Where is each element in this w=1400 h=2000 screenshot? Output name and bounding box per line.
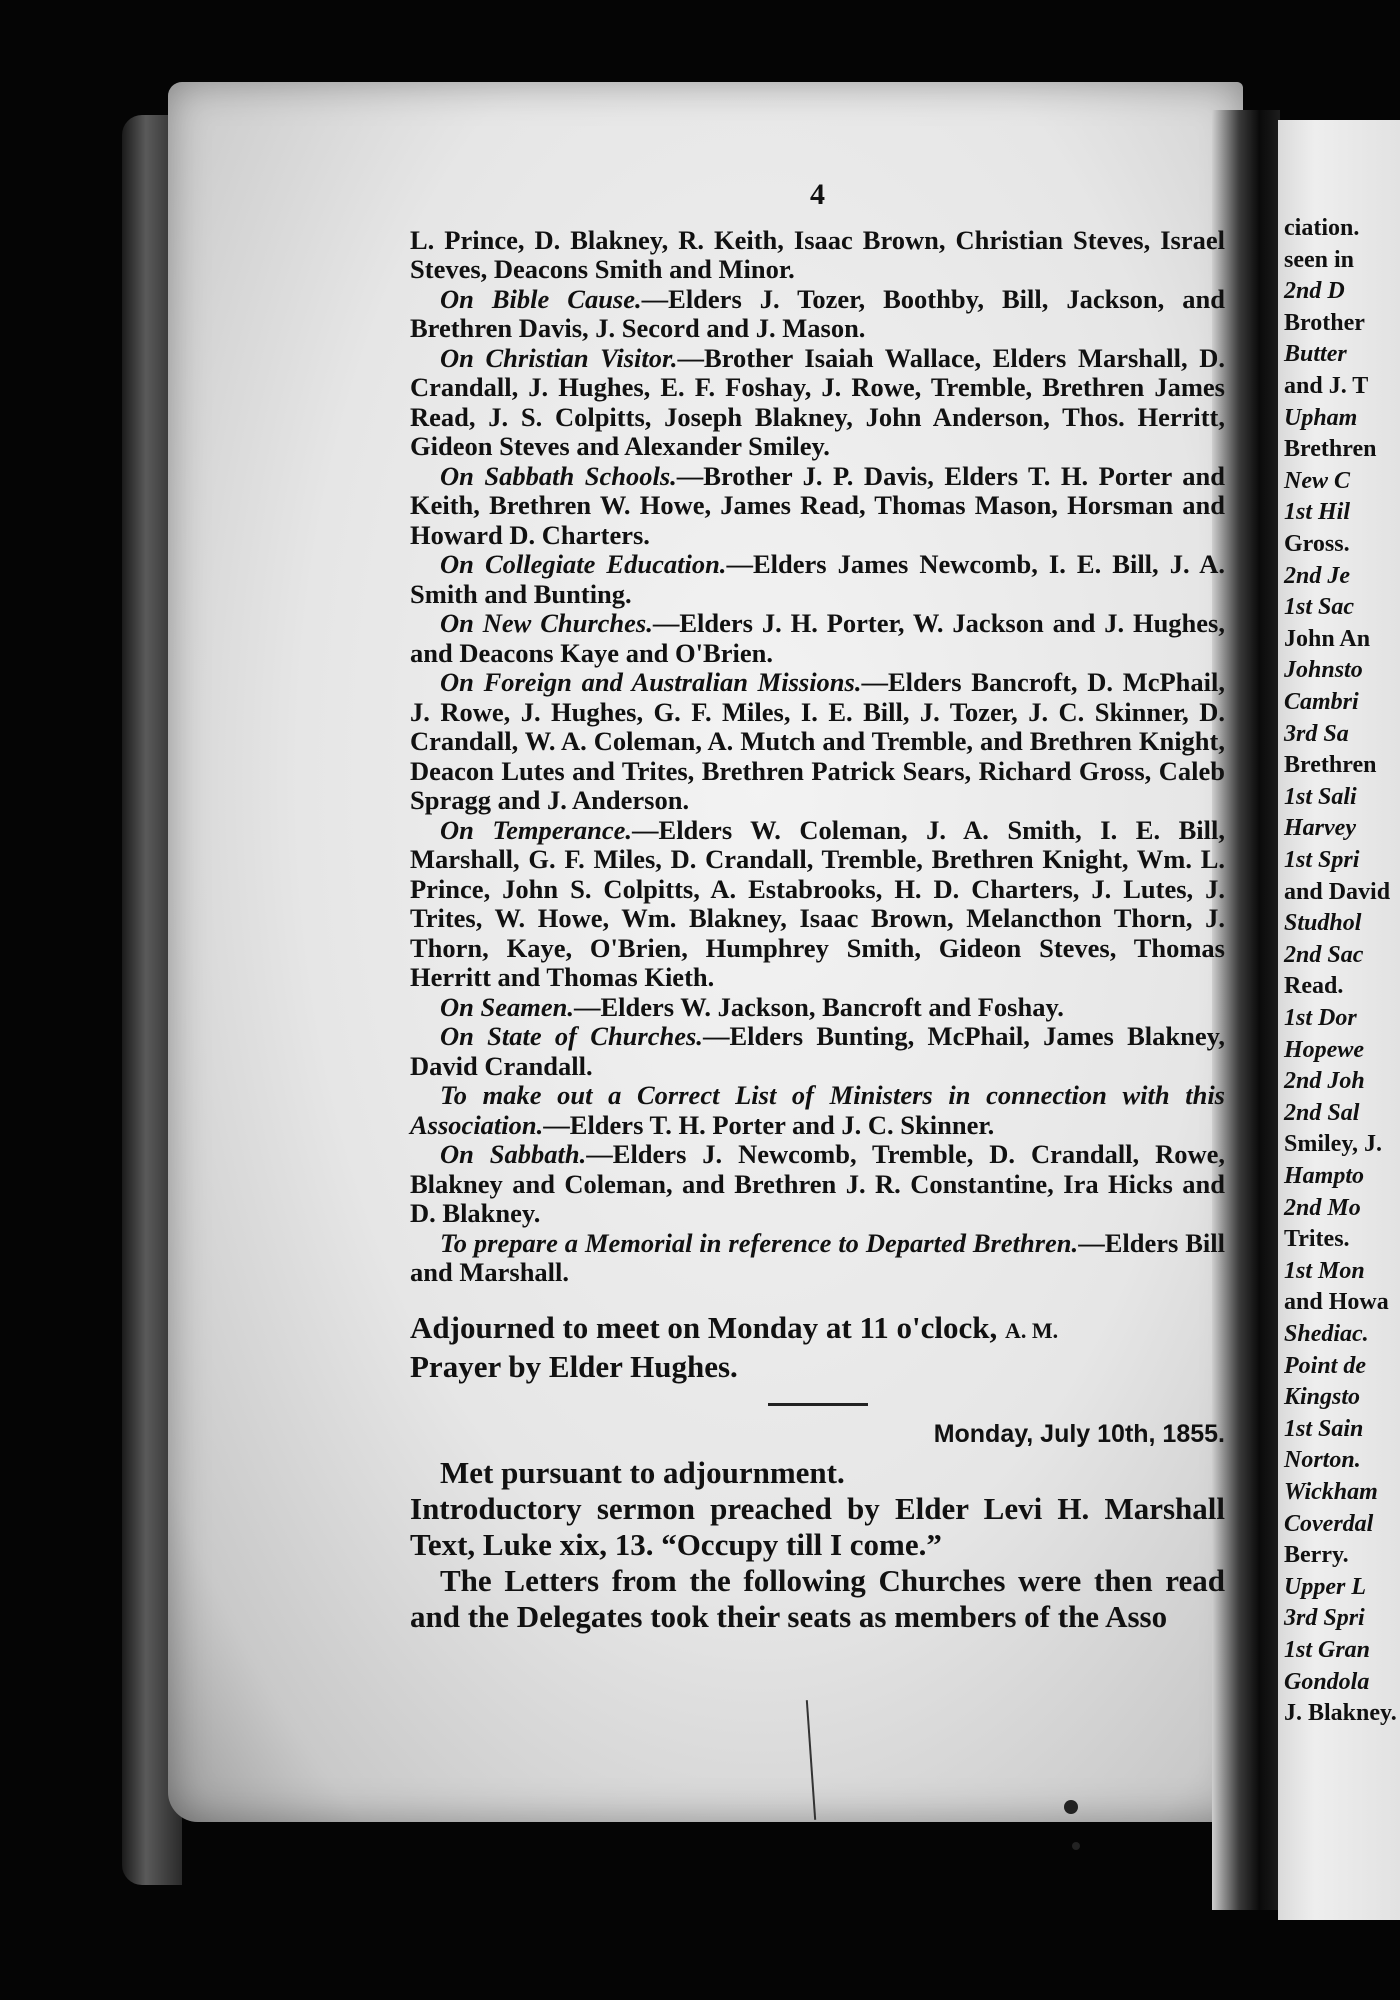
committee-members: —Brother J. P. Davis, Elders T. H. Porter and Keith, Brethren W. Howe, James Read, Thomas Mason, Horsman and Howard D. Charters.	[410, 460, 1225, 550]
committee-members: —Elders J. H. Porter, W. Jackson and J. Hughes, and Deacons Kaye and O'Brien.	[410, 608, 1225, 668]
committee-paragraph	[410, 1140, 1225, 1229]
facing-page-line: 2nd D	[1284, 278, 1345, 305]
facing-page-line: Hampto	[1284, 1163, 1365, 1189]
closing-section	[410, 1455, 1225, 1635]
facing-page-line: Shediac.	[1284, 1321, 1369, 1347]
committee-label: On Sabbath Schools.	[440, 460, 677, 491]
closing-paragraph: Met pursuant to adjournment.	[440, 1455, 845, 1490]
facing-page-line: Smiley, J.	[1284, 1131, 1383, 1158]
facing-page-line: Brother	[1284, 309, 1365, 336]
facing-page-line: and David	[1284, 878, 1391, 905]
committee-paragraph	[410, 226, 1225, 285]
facing-page-line: 1st Mon	[1284, 1257, 1365, 1284]
committee-members: —Elders J. Tozer, Boothby, Bill, Jackson, and Brethren Davis, J. Secord and J. Mason.	[410, 283, 1225, 343]
committee-paragraph	[410, 1022, 1225, 1081]
ink-blot	[1064, 1800, 1078, 1814]
facing-page-line: Studhol	[1284, 910, 1362, 937]
facing-page-line: 1st Gran	[1284, 1637, 1371, 1663]
committee-members: —Elders Bancroft, D. McPhail, J. Rowe, J. Hughes, G. F. Miles, I. E. Bill, J. Tozer, J. C. Skinner, D. Crandall, W. A. Coleman, A. Mutch and Tremble, and Brethren Knight, Deacon Lutes and Trites, Brethren Patrick Sears, Richard Gross, Caleb Spragg and J. Anderson.	[410, 667, 1225, 815]
facing-page	[1278, 120, 1400, 1920]
committee-paragraph	[410, 550, 1225, 609]
facing-page-line: J. Blakney.	[1284, 1700, 1397, 1727]
committee-label: On Collegiate Education.	[440, 549, 727, 579]
facing-page-line: 2nd Je	[1284, 562, 1350, 589]
committee-members: —Elders T. H. Porter and J. C. Skinner.	[543, 1109, 995, 1140]
committee-label: To prepare a Memorial in reference to Departed Brethren.	[440, 1227, 1079, 1258]
facing-page-line: 1st Sain	[1284, 1415, 1364, 1442]
facing-page-line: 1st Sali	[1284, 783, 1357, 810]
dateline: Monday, July 10th, 1855.	[933, 1419, 1225, 1448]
ink-blot	[1072, 1842, 1080, 1850]
facing-page-line: Coverdal	[1284, 1510, 1374, 1537]
committee-members: —Elders Bunting, McPhail, James Blakney, David Crandall.	[410, 1021, 1226, 1081]
committee-label: On Bible Cause.	[440, 283, 642, 314]
facing-page-line: Gross.	[1284, 531, 1350, 557]
committee-members: —Brother Isaiah Wallace, Elders Marshall, D. Crandall, J. Hughes, E. F. Foshay, J. Rowe, Tremble, Brethren James Read, J. S. Colpitts, Joseph Blakney, John Anderson, Thos. Herritt, Gideon Steves and Alexander Smiley.	[410, 342, 1225, 461]
facing-page-line: John An	[1284, 625, 1371, 652]
committee-label: On Christian Visitor.	[440, 342, 678, 373]
facing-page-line: 1st Dor	[1284, 1005, 1357, 1031]
facing-page-line: Cambri	[1284, 689, 1359, 715]
committee-members: L. Prince, D. Blakney, R. Keith, Isaac Brown, Christian Steves, Israel Steves, Deacons Smith and Minor.	[410, 224, 1225, 284]
committee-paragraph	[410, 668, 1225, 816]
committee-paragraph	[410, 285, 1225, 344]
page-number: 4	[810, 178, 825, 211]
facing-page-line: New C	[1284, 467, 1350, 494]
facing-page-line: Brethren	[1284, 752, 1377, 779]
facing-page-line: Berry.	[1284, 1542, 1349, 1569]
committee-paragraph	[410, 993, 1225, 1023]
facing-page-line: Kingsto	[1284, 1384, 1361, 1411]
committee-paragraph	[410, 816, 1225, 993]
facing-page-line: 2nd Sal	[1284, 1099, 1360, 1126]
facing-page-line: ciation.	[1284, 215, 1360, 241]
facing-page-line: 3rd Sa	[1284, 720, 1349, 747]
committee-paragraph	[410, 1229, 1225, 1288]
facing-page-line: 1st Sac	[1284, 594, 1355, 621]
facing-page-line: Johnsto	[1284, 657, 1363, 684]
facing-page-line: 3rd Spri	[1284, 1605, 1365, 1632]
facing-page-line: Butter	[1284, 341, 1347, 368]
committee-label: To make out a Correct List of Ministers in connection with this Association.	[410, 1080, 1225, 1140]
committee-label: On New Churches.	[440, 608, 653, 638]
committee-members: —Elders W. Jackson, Bancroft and Foshay.	[574, 991, 1064, 1022]
facing-page-line: and J. T	[1284, 373, 1369, 399]
closing-paragraph: The Letters from the following Churches were then read and the Delegates took their seats as members of the Asso	[410, 1563, 1225, 1634]
facing-page-line: Harvey	[1284, 815, 1356, 842]
facing-page-line: Brethren	[1284, 436, 1377, 463]
facing-page-line: 2nd Mo	[1284, 1194, 1361, 1221]
adjournment-time: A. M.	[1005, 1317, 1059, 1343]
committee-members: —Elders Bill and Marshall.	[410, 1227, 1225, 1287]
committee-members: —Elders W. Coleman, J. A. Smith, I. E. Bill, Marshall, G. F. Miles, D. Crandall, Tremble, Brethren Knight, Wm. L. Prince, John S. Colpitts, A. Estabrooks, H. D. Charters, J. Lutes, J. Trites, W. Howe, Wm. Blakney, Isaac Brown, Melancthon Thorn, J. Thorn, Kaye, O'Brien, Humphrey Smith, Gideon Steves, Thomas Herritt and Thomas Kieth.	[410, 814, 1225, 992]
facing-page-line: Hopewe	[1284, 1036, 1364, 1063]
committee-members: —Elders James Newcomb, I. E. Bill, J. A. Smith and Bunting.	[410, 549, 1225, 609]
facing-page-line: Upper L	[1284, 1573, 1366, 1600]
committee-label: On Temperance.	[440, 814, 633, 845]
committee-label: On Seamen.	[440, 991, 574, 1022]
facing-page-line: Upham	[1284, 404, 1358, 431]
facing-page-line: Read.	[1284, 973, 1344, 1000]
committee-label: On Sabbath.	[440, 1139, 587, 1169]
facing-page-line: and Howa	[1284, 1289, 1389, 1316]
committee-paragraph	[410, 344, 1225, 462]
facing-page-line: Trites.	[1284, 1226, 1350, 1253]
committee-label: On State of Churches.	[440, 1021, 703, 1051]
closing-paragraph: Introductory sermon preached by Elder Levi H. Marshall Text, Luke xix, 13. “Occupy till I come.”	[410, 1491, 1225, 1562]
facing-page-line: Norton.	[1284, 1447, 1361, 1474]
committee-paragraph	[410, 609, 1225, 668]
facing-page-line: seen in	[1284, 246, 1355, 273]
facing-page-line: 2nd Sac	[1284, 941, 1364, 968]
prayer-line: Prayer by Elder Hughes.	[410, 1348, 738, 1384]
adjournment-text: Adjourned to meet on Monday at 11 o'clock,	[410, 1309, 998, 1345]
committee-label: On Foreign and Australian Missions.	[440, 667, 862, 697]
page-content	[410, 180, 1225, 1635]
facing-page-line: 1st Spri	[1284, 847, 1360, 873]
section-rule	[768, 1403, 868, 1406]
adjournment-line	[410, 1310, 1225, 1349]
committee-paragraph	[410, 462, 1225, 551]
committee-members: —Elders J. Newcomb, Tremble, D. Crandall, Rowe, Blakney and Coleman, and Brethren J. R. Constantine, Ira Hicks and D. Blakney.	[410, 1139, 1225, 1228]
committee-paragraph	[410, 1081, 1225, 1140]
facing-page-line: Gondola	[1284, 1668, 1370, 1695]
facing-page-line: Point de	[1284, 1352, 1366, 1379]
facing-page-line: 1st Hil	[1284, 499, 1351, 526]
facing-page-line: 2nd Joh	[1284, 1068, 1365, 1095]
facing-page-line: Wickham	[1284, 1479, 1378, 1505]
committee-list	[410, 226, 1225, 1288]
